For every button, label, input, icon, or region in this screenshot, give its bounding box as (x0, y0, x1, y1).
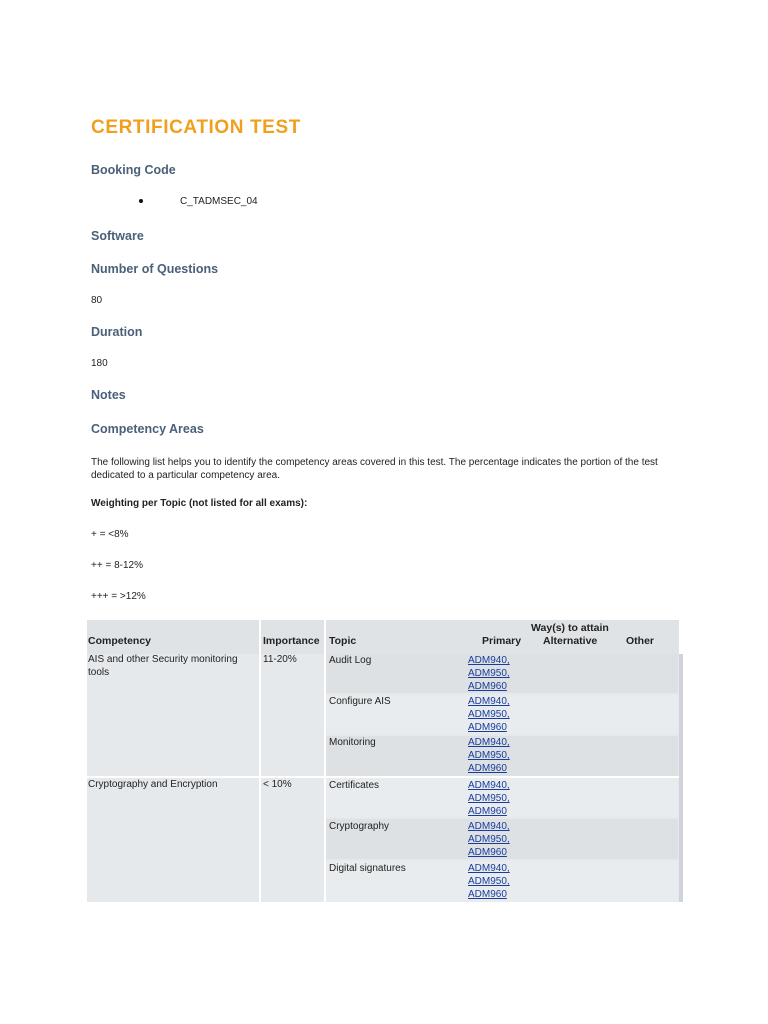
competency-table (87, 620, 679, 902)
weighting-heading: Weighting per Topic (not listed for all exams): (91, 498, 308, 509)
competency-cell: Cryptography and Encryption (88, 779, 218, 790)
header-other: Other (626, 635, 655, 647)
course-link[interactable]: ADM960 (468, 681, 507, 692)
bullet-icon (139, 199, 143, 203)
topic-cell: Cryptography (329, 821, 390, 832)
importance-cell: < 10% (263, 779, 292, 790)
column-divider (259, 620, 261, 902)
weight-legend-3: +++ = >12% (91, 591, 146, 602)
primary-courses (468, 654, 510, 693)
course-link[interactable]: ADM960 (468, 722, 507, 733)
course-link[interactable]: ADM940, (468, 737, 510, 748)
column-divider (324, 620, 326, 902)
primary-courses (468, 695, 510, 734)
course-link[interactable]: ADM960 (468, 763, 507, 774)
course-link[interactable]: ADM950, (468, 793, 510, 804)
header-ways: Way(s) to attain (531, 622, 609, 634)
duration-value: 180 (91, 358, 108, 369)
course-link[interactable]: ADM950, (468, 876, 510, 887)
primary-courses (468, 779, 510, 818)
header-topic: Topic (329, 635, 357, 647)
questions-heading: Number of Questions (91, 262, 219, 276)
header-alternative: Alternative (543, 635, 598, 647)
table-right-edge (679, 654, 683, 902)
notes-heading: Notes (91, 388, 126, 402)
topic-cell: Audit Log (329, 655, 372, 666)
course-link[interactable]: ADM950, (468, 668, 510, 679)
group-divider (87, 776, 679, 778)
course-link[interactable]: ADM960 (468, 847, 507, 858)
header-primary: Primary (482, 635, 522, 647)
questions-value: 80 (91, 295, 103, 306)
course-link[interactable]: ADM940, (468, 696, 510, 707)
competency-areas-heading: Competency Areas (91, 422, 204, 436)
importance-cell: 11-20% (263, 654, 297, 665)
software-heading: Software (91, 229, 144, 243)
weight-legend-1: + = <8% (91, 529, 129, 540)
course-link[interactable]: ADM940, (468, 780, 510, 791)
course-link[interactable]: ADM940, (468, 821, 510, 832)
duration-heading: Duration (91, 325, 143, 339)
topic-cell: Monitoring (329, 737, 376, 748)
booking-code-heading: Booking Code (91, 163, 176, 177)
topic-cell: Digital signatures (329, 863, 406, 874)
intro-paragraph: The following list helps you to identify the competency areas covered in this test. The percentage indicates the portion of the test dedicated to a particular competency area. (91, 457, 658, 481)
header-importance: Importance (263, 635, 320, 647)
primary-courses (468, 862, 510, 901)
booking-code-value: C_TADMSEC_04 (180, 196, 258, 207)
course-link[interactable]: ADM940, (468, 863, 510, 874)
header-competency: Competency (88, 635, 152, 647)
course-link[interactable]: ADM950, (468, 834, 510, 845)
topic-cell: Certificates (329, 780, 380, 791)
course-link[interactable]: ADM960 (468, 889, 507, 900)
course-link[interactable]: ADM940, (468, 655, 510, 666)
course-link[interactable]: ADM950, (468, 709, 510, 720)
competency-cell: AIS and other Security monitoring tools (88, 654, 238, 678)
course-link[interactable]: ADM960 (468, 806, 507, 817)
weight-legend-2: ++ = 8-12% (91, 560, 143, 571)
page-title: CERTIFICATION TEST (91, 117, 301, 138)
primary-courses (468, 820, 510, 859)
course-link[interactable]: ADM950, (468, 750, 510, 761)
topic-cell: Configure AIS (329, 696, 391, 707)
primary-courses (468, 736, 510, 775)
